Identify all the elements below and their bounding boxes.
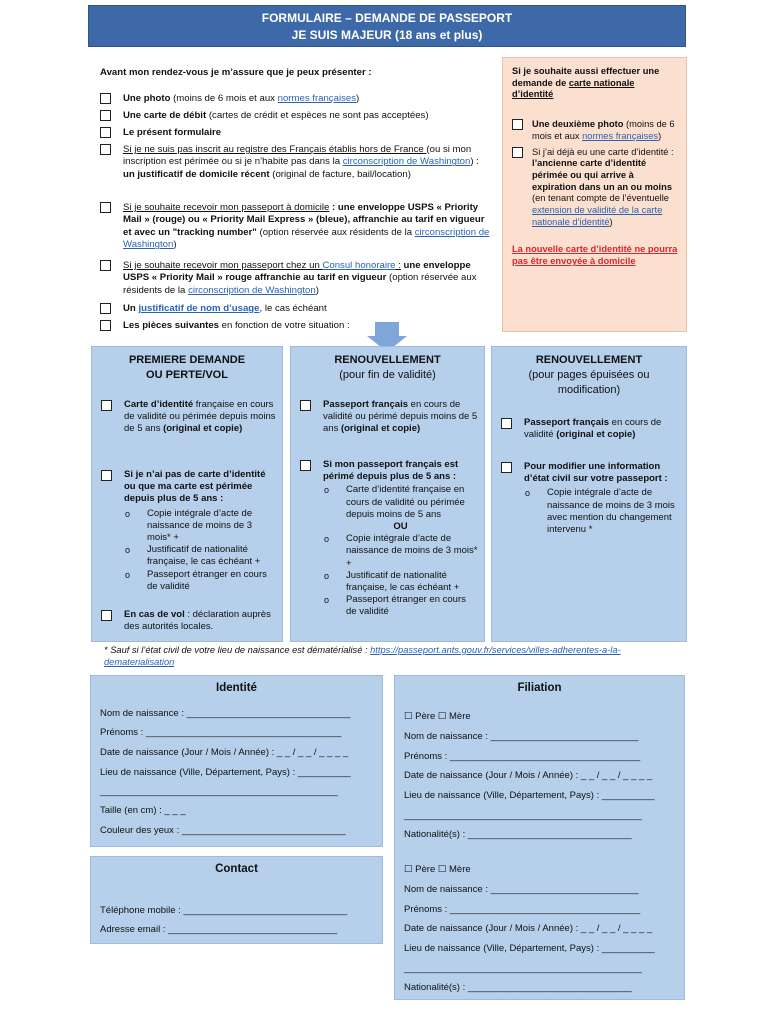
parent2-nom-field[interactable]: Nom de naissance : ____________________________ bbox=[404, 884, 639, 895]
filiation-panel bbox=[394, 675, 685, 1000]
cni-photo-end: ) bbox=[658, 130, 662, 141]
checklist-intro: Avant mon rendez-vous je m’assure que je peux présenter : bbox=[100, 67, 372, 78]
col3-passeport-item bbox=[501, 417, 680, 441]
contact-panel bbox=[90, 856, 383, 944]
col3-modif-label: Pour modifier une information d’état civil sur votre passeport : bbox=[524, 461, 668, 485]
col2-passeport-checkbox[interactable] bbox=[300, 400, 311, 411]
col2-passeport-label: Passeport français bbox=[323, 399, 409, 410]
photo-text: (moins de 6 mois et aux bbox=[170, 93, 278, 104]
usps-text: (option réservée aux résidents de la bbox=[256, 226, 415, 238]
col2-perime-item bbox=[300, 459, 478, 619]
form-subtitle: JE SUIS MAJEUR (18 ans et plus) bbox=[291, 28, 483, 42]
cni-extension-link[interactable]: extension de validité de la carte nationale d’identité bbox=[532, 205, 663, 227]
col1-sub-passeport: o Passeport étranger en cours de validité bbox=[124, 569, 276, 593]
couleur-yeux-field[interactable]: Couleur des yeux : _______________________________ bbox=[100, 825, 346, 836]
col1-no-cni-checkbox[interactable] bbox=[101, 470, 112, 481]
parent2-prenoms-field[interactable]: Prénoms : ____________________________________ bbox=[404, 904, 641, 915]
parent1-lieu-field-2[interactable]: _____________________________________________ bbox=[404, 810, 642, 821]
carte-debit-label: Une carte de débit bbox=[123, 110, 207, 121]
usps-end: ) bbox=[173, 239, 177, 251]
col3-passeport-original: (original et copie) bbox=[556, 429, 636, 441]
col2-sub-acte: o Copie intégrale d’acte de naissance de moins de 3 mois* + bbox=[323, 533, 478, 570]
pieces-text: en fonction de votre situation : bbox=[219, 320, 350, 331]
circonscription-link[interactable]: circonscription de Washington bbox=[342, 156, 471, 168]
cni-title-text: Si je souhaite aussi effectuer une demande de bbox=[512, 66, 660, 88]
usage-label: Un bbox=[123, 303, 139, 314]
cni-old-item bbox=[512, 147, 678, 229]
registre-checkbox[interactable] bbox=[100, 144, 111, 155]
registre-note: (original de facture, bail/location) bbox=[269, 168, 411, 180]
formulaire-label: Le présent formulaire bbox=[123, 127, 222, 138]
form-header bbox=[88, 5, 686, 47]
consul-envelope: une enveloppe USPS « Priority Mail » rouge affranchie au tarif en vigueur bbox=[123, 260, 471, 284]
col1-sub-nationalite: o Justificatif de nationalité française, le cas échéant + bbox=[124, 544, 276, 568]
cni-normes-link[interactable]: normes françaises bbox=[582, 130, 659, 141]
parent2-date-field[interactable]: Date de naissance (Jour / Mois / Année) : _ _ / _ _ / _ _ _ _ bbox=[404, 923, 653, 934]
usps-envelope: : une enveloppe USPS « Priority Mail » (rouge) ou « Priority Mail Express » (bleue), affranchie au tarif en vigueur et avec un "tracking number" bbox=[123, 202, 485, 238]
cni-photo-checkbox[interactable] bbox=[512, 119, 523, 130]
col2-sub-passeport: o Passeport étranger en cours de validité bbox=[323, 594, 478, 618]
col1-cni-checkbox[interactable] bbox=[101, 400, 112, 411]
consul-circonscription-link[interactable]: circonscription de Washington bbox=[188, 284, 316, 296]
col2-passeport-item bbox=[300, 399, 478, 436]
filiation-title: Filiation bbox=[517, 682, 562, 694]
cni-photo-item bbox=[512, 119, 678, 142]
item-registre bbox=[100, 144, 492, 181]
email-field[interactable]: Adresse email : ________________________________ bbox=[100, 924, 338, 935]
lieu-naissance-field[interactable]: Lieu de naissance (Ville, Département, Pays) : __________ bbox=[100, 767, 351, 778]
footnote-text: * Sauf si l’état civil de votre lieu de naissance est dématérialisé : bbox=[104, 645, 371, 655]
cni-old-text: Si j’ai déjà eu une carte d’identité : bbox=[532, 146, 674, 157]
telephone-field[interactable]: Téléphone mobile : _______________________________ bbox=[100, 905, 348, 916]
parent2-lieu-field-2[interactable]: _____________________________________________ bbox=[404, 963, 642, 974]
nom-naissance-field[interactable]: Nom de naissance : _______________________________ bbox=[100, 708, 351, 719]
consul-end: ) bbox=[315, 284, 319, 296]
carte-debit-text: (cartes de crédit et espèces ne sont pas acceptées) bbox=[206, 110, 429, 121]
ants-link[interactable]: https://passeport.ants.gouv.fr/services/villes-adherentes-a-la-dematerialisation bbox=[104, 645, 621, 667]
consul-text: (option réservée aux résidents de la bbox=[123, 272, 477, 296]
item-formulaire bbox=[100, 127, 492, 139]
col1-cni-label: Carte d’identité bbox=[124, 399, 194, 410]
col2-ou: OU bbox=[393, 521, 408, 533]
cni-old-end: ) bbox=[609, 216, 613, 227]
contact-title: Contact bbox=[215, 863, 258, 875]
pieces-label: Les pièces suivantes bbox=[123, 320, 219, 331]
col3-modif-item bbox=[501, 461, 680, 536]
parent1-nom-field[interactable]: Nom de naissance : ____________________________ bbox=[404, 731, 639, 742]
parent1-nationalite-field[interactable]: Nationalité(s) : _______________________________ bbox=[404, 829, 632, 840]
parent1-date-field[interactable]: Date de naissance (Jour / Mois / Année) : _ _ / _ _ / _ _ _ _ bbox=[404, 770, 653, 781]
cni-old-text2: (en tenant compte de l’éventuelle bbox=[532, 193, 669, 204]
item-photo bbox=[100, 93, 492, 105]
normes-link[interactable]: normes françaises bbox=[277, 93, 357, 104]
col1-sub-acte: o Copie intégrale d’acte de naissance de moins de 3 mois* + bbox=[124, 508, 276, 545]
pieces-checkbox[interactable] bbox=[100, 320, 111, 331]
photo-checkbox[interactable] bbox=[100, 93, 111, 104]
justificatif-domicile: un justificatif de domicile récent bbox=[123, 168, 270, 180]
item-consul bbox=[100, 260, 492, 297]
identite-panel bbox=[90, 675, 383, 847]
usage-text: , le cas échéant bbox=[259, 303, 327, 314]
nom-usage-link[interactable]: justificatif de nom d’usage bbox=[138, 303, 260, 314]
col3-sub-acte: o Copie intégrale d’acte de naissance de moins de 3 mois avec mention du changement intervenu * bbox=[524, 487, 680, 536]
parent1-prenoms-field[interactable]: Prénoms : ____________________________________ bbox=[404, 751, 641, 762]
identite-title: Identité bbox=[216, 682, 257, 694]
consul-colon: : bbox=[395, 260, 401, 271]
renouvellement-fin-column bbox=[290, 346, 485, 642]
renouvellement-pages-column bbox=[491, 346, 687, 642]
cni-title-underline: carte nationale d’identité bbox=[512, 77, 635, 100]
usps-condition: Si je souhaite recevoir mon passeport à domicile bbox=[123, 202, 330, 213]
col1-cni-text: française en cours de validité ou périmée depuis moins de 5 ans bbox=[124, 399, 276, 435]
parent1-lieu-field[interactable]: Lieu de naissance (Ville, Département, Pays) : __________ bbox=[404, 790, 655, 801]
taille-field[interactable]: Taille (en cm) : _ _ _ bbox=[100, 805, 186, 816]
parent2-lieu-field[interactable]: Lieu de naissance (Ville, Département, Pays) : __________ bbox=[404, 943, 655, 954]
cni-old-bold: l’ancienne carte d’identité périmée ou qui arrive à expiration dans un an ou moins bbox=[532, 158, 672, 192]
parent1-pere-mere-checkboxes[interactable]: ☐ Père ☐ Mère bbox=[404, 711, 471, 722]
col2-title: RENOUVELLEMENT bbox=[334, 354, 441, 366]
cni-photo-label: Une deuxième photo bbox=[532, 119, 624, 130]
item-pieces bbox=[100, 320, 492, 332]
col2-perime-label: Si mon passeport français est périmé depuis plus de 5 ans : bbox=[323, 459, 459, 483]
formulaire-checkbox[interactable] bbox=[100, 127, 111, 138]
premiere-demande-column bbox=[91, 346, 283, 642]
col2-sub-nationalite: o Justificatif de nationalité française, le cas échéant + bbox=[323, 570, 478, 594]
documents-checklist bbox=[88, 57, 500, 341]
col3-modif-checkbox[interactable] bbox=[501, 462, 512, 473]
col2-sub-cni: o Carte d’identité française en cours de validité ou périmée depuis moins de 5 ans bbox=[323, 484, 478, 521]
col1-vol-item bbox=[101, 609, 276, 633]
lieu-naissance-field-2[interactable]: _____________________________________________ bbox=[100, 786, 338, 797]
consul-condition: Si je souhaite recevoir mon passeport chez un bbox=[123, 260, 323, 271]
consul-honoraire-link[interactable]: Consul honoraire bbox=[322, 260, 396, 271]
usps-circonscription-link[interactable]: circonscription de Washington bbox=[123, 226, 490, 251]
cni-warning: La nouvelle carte d’identité ne pourra pas être envoyée à domicile bbox=[512, 244, 678, 267]
registre-condition: Si je ne suis pas inscrit au registre des Français établis hors de France bbox=[123, 144, 427, 155]
col1-cni-item bbox=[101, 399, 276, 436]
cni-title bbox=[512, 66, 678, 101]
col1-title: PREMIERE DEMANDE OU PERTE/VOL bbox=[128, 354, 246, 381]
registre-colon: ) : bbox=[470, 156, 479, 168]
photo-end: ) bbox=[356, 93, 360, 104]
cni-old-checkbox[interactable] bbox=[512, 147, 523, 158]
cni-photo-text: (moins de 6 mois et aux bbox=[532, 119, 675, 141]
col1-vol-text: : déclaration auprès des autorités locales. bbox=[124, 609, 271, 633]
date-naissance-field[interactable]: Date de naissance (Jour / Mois / Année) : _ _ / _ _ / _ _ _ _ bbox=[100, 747, 349, 758]
col3-passeport-checkbox[interactable] bbox=[501, 418, 512, 429]
nom-usage-checkbox[interactable] bbox=[100, 303, 111, 314]
usps-checkbox[interactable] bbox=[100, 202, 111, 213]
col2-passeport-original: (original et copie) bbox=[340, 423, 421, 435]
parent2-nationalite-field[interactable]: Nationalité(s) : _______________________________ bbox=[404, 982, 632, 993]
col3-passeport-label: Passeport français bbox=[524, 417, 610, 428]
col2-perime-checkbox[interactable] bbox=[300, 460, 311, 471]
col1-no-cni-label: Si je n’ai pas de carte d’identité ou que ma carte est périmée depuis plus de 5 ans : bbox=[124, 469, 266, 505]
col2-subtitle: (pour fin de validité) bbox=[339, 369, 436, 381]
col1-vol-checkbox[interactable] bbox=[101, 610, 112, 621]
footnote bbox=[104, 644, 684, 668]
parent2-pere-mere-checkboxes[interactable]: ☐ Père ☐ Mère bbox=[404, 864, 471, 875]
registre-text: (ou si mon inscription est périmée ou si je n’habite pas dans la bbox=[123, 144, 472, 168]
item-carte-debit bbox=[100, 110, 492, 122]
col3-passeport-text: en cours de validité bbox=[524, 417, 662, 441]
col3-title: RENOUVELLEMENT bbox=[535, 354, 643, 366]
photo-label: Une photo bbox=[123, 93, 171, 104]
form-title: FORMULAIRE – DEMANDE DE PASSEPORT bbox=[261, 11, 513, 25]
col1-cni-original: (original et copie) bbox=[163, 423, 243, 435]
consul-checkbox[interactable] bbox=[100, 260, 111, 271]
col3-subtitle: (pour pages épuisées ou modification) bbox=[528, 369, 650, 396]
col1-no-cni-item bbox=[101, 469, 276, 593]
carte-debit-checkbox[interactable] bbox=[100, 110, 111, 121]
col2-passeport-text: en cours de validité ou périmé depuis moins de 5 ans bbox=[323, 399, 478, 435]
cni-box bbox=[502, 57, 687, 332]
col1-vol-label: En cas de vol bbox=[124, 609, 185, 620]
item-nom-usage bbox=[100, 303, 492, 315]
prenoms-field[interactable]: Prénoms : _____________________________________ bbox=[100, 727, 342, 738]
item-usps-domicile bbox=[100, 202, 492, 252]
